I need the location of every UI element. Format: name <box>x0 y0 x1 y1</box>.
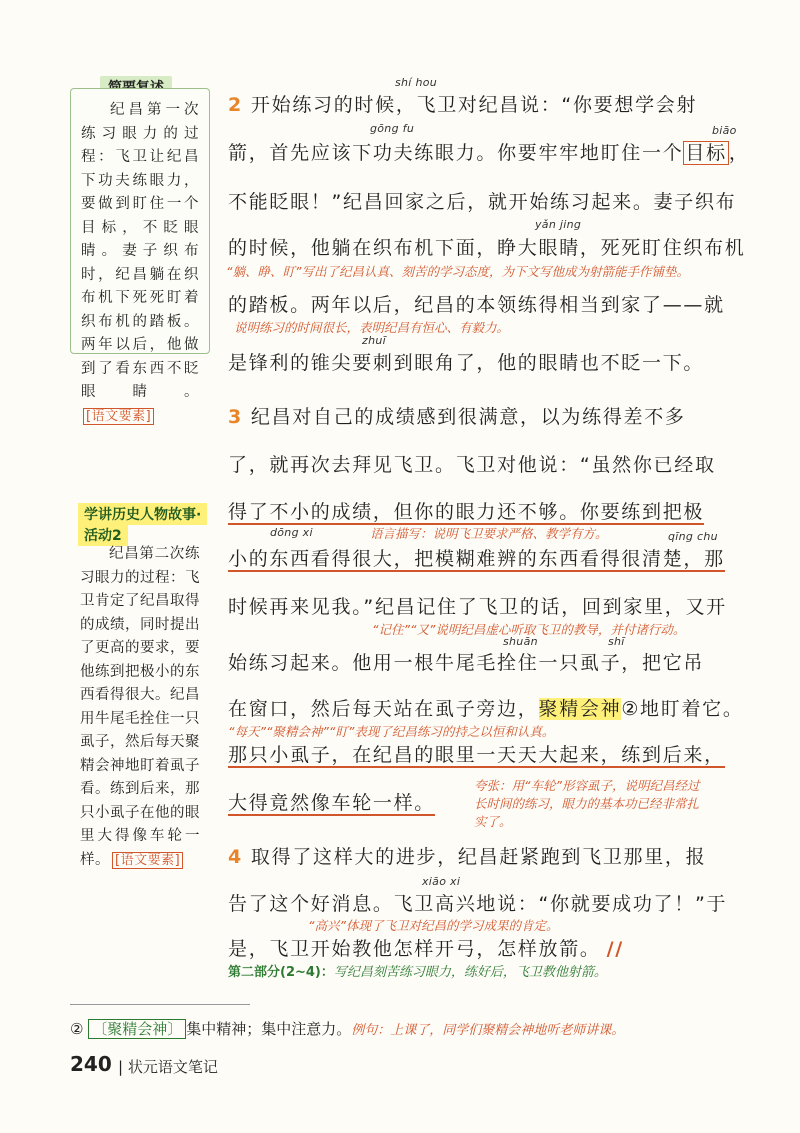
para2-line4: 的时候，他躺在织布机下面，睁大眼睛，死死盯住织布机 <box>228 237 746 259</box>
activity-box-title: 学讲历史人物故事· <box>78 503 207 525</box>
para3-line2: 了，就再次去拜见飞卫。飞卫对他说：“虽然你已经取 <box>228 454 716 476</box>
activity-box-subtitle: 活动2 <box>78 524 128 546</box>
para3-line4: 小的东西看得很大，把模糊难辨的东西看得很清楚，那 <box>228 548 725 570</box>
summary-box-text: 纪昌第一次练习眼力的过程：飞卫让纪昌下功夫练眼力，要做到盯住一个目标，不眨眼睛。妻子织布时，纪昌躺在织布机下死死盯着织布机的踏板。两年以后，他做到了看东西不眨眼睛。[语文要素] <box>81 102 199 424</box>
footnote-term: 〔聚精会神〕 <box>88 1019 186 1039</box>
book-name: | 状元语文笔记 <box>118 1058 218 1076</box>
pinyin-gongfu: gōng fu <box>370 122 415 135</box>
para3-line6: 始练习起来。他用一根牛尾毛拴住一只虱子，把它吊 <box>228 652 705 674</box>
para4-line2: 告了这个好消息。飞卫高兴地说：“你就要成功了！”于 <box>228 893 728 915</box>
para4-line1: 4 取得了这样大的进步，纪昌赶紧跑到飞卫那里，报 <box>228 846 707 868</box>
highlight-idiom: 聚精会神 <box>538 698 622 720</box>
pinyin-dongxi: dōng xi <box>270 526 313 539</box>
annotation-2: 说明练习的时间很长，表明纪昌有恒心、有毅力。 <box>234 320 510 335</box>
para3-line3: 得了不小的成绩，但你的眼力还不够。你要练到把极 <box>228 501 705 523</box>
annotation-7: “高兴”体现了飞卫对纪昌的学习成果的肯定。 <box>308 918 559 933</box>
pinyin-biao: biāo <box>712 124 737 137</box>
para2-line6: 是锋利的锥尖要刺到眼角了，他的眼睛也不眨一下。 <box>228 352 705 374</box>
pinyin-shuan: shuān <box>503 635 538 648</box>
summary-box <box>70 88 210 424</box>
para2-line5: 的踏板。两年以后，纪昌的本领练得相当到家了——就 <box>228 294 725 316</box>
para3-line8: 那只小虱子，在纪昌的眼里一天天大起来，练到后来， <box>228 744 725 766</box>
para3-line1: 3 纪昌对自己的成绩感到很满意，以为练得差不多 <box>228 406 686 428</box>
pinyin-shihou: shí hou <box>395 76 438 89</box>
footnote-divider <box>70 1004 250 1005</box>
footnote-example: 例句：上课了，同学们聚精会神地听老师讲课。 <box>351 1023 625 1038</box>
pinyin-shi: shī <box>608 635 625 648</box>
para3-line7: 在窗口，然后每天站在虱子旁边，聚精会神②地盯着它。 <box>228 698 744 720</box>
para2-line1: 2 开始练习的时候，飞卫对纪昌说：“你要想学会射 <box>228 94 698 116</box>
annotation-3: 语言描写：说明飞卫要求严格、教学有方。 <box>370 526 608 541</box>
element-tag: [语文要素] <box>83 408 154 425</box>
annotation-4: “记住”“又”说明纪昌虚心听取飞卫的教导，并付诸行动。 <box>372 622 686 637</box>
activity-box <box>70 535 210 905</box>
pinyin-yanjing: yǎn jing <box>535 218 582 231</box>
annotation-6b: 长时间的练习，眼力的基本功已经非常扎 <box>474 796 700 811</box>
para3-line5: 时候再来见我。”纪昌记住了飞卫的话，回到家里，又开 <box>228 596 727 618</box>
annotation-6c: 实了。 <box>474 814 512 829</box>
element-tag-2: [语文要素] <box>112 852 183 869</box>
para3-line9: 大得竟然像车轮一样。 <box>228 792 436 814</box>
para4-line3: 是，飞卫开始教他怎样开弓，怎样放箭。 // <box>228 938 624 960</box>
highlight-box-target: 目标 <box>685 142 727 164</box>
pinyin-zhui: zhuī <box>362 334 386 347</box>
pinyin-xiaoxi: xiāo xi <box>422 875 461 888</box>
annotation-5: “每天”“聚精会神”“盯”表现了纪昌练习的持之以恒和认真。 <box>228 724 555 739</box>
section-end-mark: // <box>606 938 624 960</box>
para2-line3: 不能眨眼！”纪昌回家之后，就开始练习起来。妻子织布 <box>228 191 737 213</box>
annotation-6a: 夸张：用“车轮”形容虱子，说明纪昌经过 <box>474 778 700 793</box>
section-summary: 第二部分(2~4)：写纪昌刻苦练习眼力，练好后，飞卫教他射箭。 <box>228 965 607 980</box>
activity-box-text: 纪昌第二次练习眼力的过程：飞卫肯定了纪昌取得的成绩，同时提出了更高的要求，要他练到把极小的东西看得很大。纪昌用牛尾毛拴住一只虱子，然后每天聚精会神地盯着虱子看。练到后来，那只小虱子在他的眼里大得像车轮一样。 [语文要素] <box>80 546 200 868</box>
para2-line2: 箭，首先应该下功夫练眼力。你要牢牢地盯住一个 目标 ， <box>228 142 750 164</box>
annotation-1: “躺、睁、盯”写出了纪昌认真、刻苦的学习态度，为下文写他成为射箭能手作铺垫。 <box>226 264 689 279</box>
pinyin-qingchu: qīng chu <box>668 530 718 543</box>
page-number: 240 <box>70 1052 112 1076</box>
footnote: ② 〔聚精会神〕 集中精神；集中注意力。例句：上课了，同学们聚精会神地听老师讲课。 <box>70 1020 625 1038</box>
